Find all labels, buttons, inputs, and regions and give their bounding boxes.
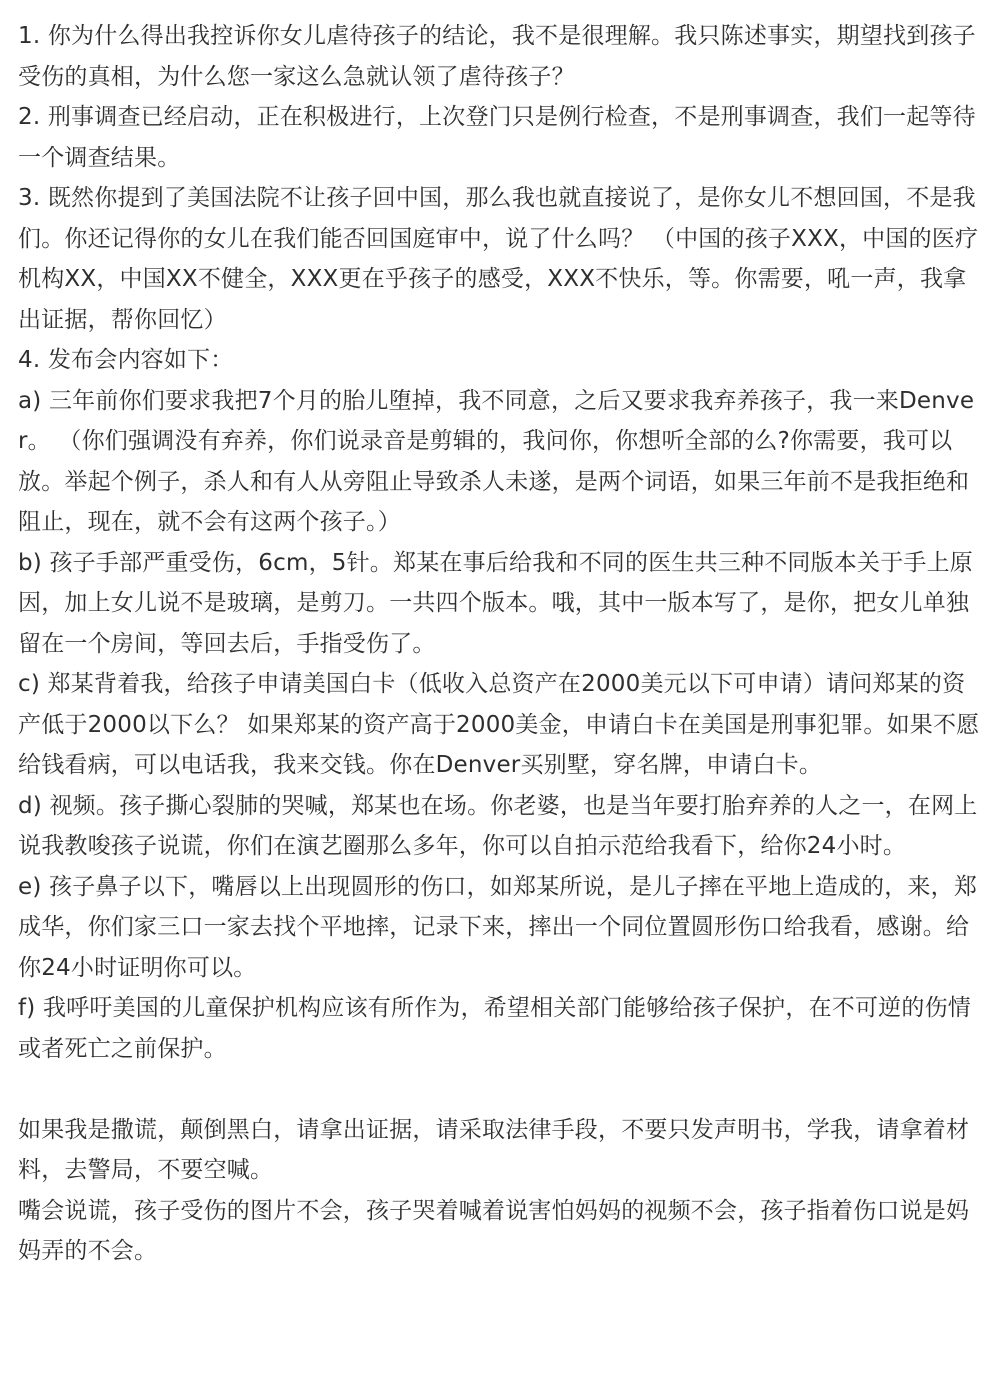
paragraph-spacer (18, 1069, 984, 1110)
paragraph-item-e: e) 孩子鼻子以下，嘴唇以上出现圆形的伤口，如郑某所说，是儿子摔在平地上造成的，来，郑成华，你们家三口一家去找个平地摔，记录下来，摔出一个同位置圆形伤口给我看，感谢。给你24小时证明你可以。 (18, 873, 978, 981)
paragraph-item-d: d) 视频。孩子撕心裂肺的哭喊，郑某也在场。你老婆，也是当年要打胎弃养的人之一，在网上说我教唆孩子说谎，你们在演艺圈那么多年，你可以自拍示范给我看下，给你24小时。 (18, 792, 978, 859)
paragraph-item-a: a) 三年前你们要求我把7个月的胎儿堕掉，我不同意，之后又要求我弃养孩子，我一来Denver。 （你们强调没有弃养，你们说录音是剪辑的，我问你，你想听全部的么?你需要，我可以放。举起个例子，杀人和有人从旁阻止导致杀人未遂，是两个词语，如果三年前不是我拒绝和阻止，现在，就不会有这两个孩子。） (18, 387, 975, 535)
paragraph-point-4-heading: 4. 发布会内容如下： (18, 347, 234, 373)
paragraph-closing-1: 如果我是撒谎，颠倒黑白，请拿出证据，请采取法律手段，不要只发声明书，学我，请拿着材料，去警局，不要空喊。 (18, 1116, 970, 1183)
paragraph-point-1: 1. 你为什么得出我控诉你女儿虐待孩子的结论，我不是很理解。我只陈述事实，期望找到孩子受伤的真相，为什么您一家这么急就认领了虐待孩子？ (18, 23, 976, 90)
paragraph-item-c: c) 郑某背着我，给孩子申请美国白卡（低收入总资产在2000美元以下可申请）请问郑某的资产低于2000以下么？ 如果郑某的资产高于2000美金，申请白卡在美国是刑事犯罪。如果不愿给钱看病，可以电话我，我来交钱。你在Denver买别墅，穿名牌，申请白卡。 (18, 671, 980, 778)
paragraph-item-b: b) 孩子手部严重受伤，6cm，5针。郑某在事后给我和不同的医生共三种不同版本关于手上原因，加上女儿说不是玻璃，是剪刀。一共四个版本。哦，其中一版本写了，是你，把女儿单独留在一个房间，等回去后，手指受伤了。 (18, 549, 974, 657)
paragraph-point-3: 3. 既然你提到了美国法院不让孩子回中国，那么我也就直接说了，是你女儿不想回国，不是我们。你还记得你的女儿在我们能否回国庭审中，说了什么吗？ （中国的孩子XXX，中国的医疗机构XX，中国XX不健全，XXX更在乎孩子的感受，XXX不快乐，等。你需要，吼一声，我拿出证据，帮你回忆） (18, 185, 979, 333)
paragraph-point-2: 2. 刑事调查已经启动，正在积极进行，上次登门只是例行检查，不是刑事调查，我们一起等待一个调查结果。 (18, 104, 976, 171)
paragraph-closing-2: 嘴会说谎，孩子受伤的图片不会，孩子哭着喊着说害怕妈妈的视频不会，孩子指着伤口说是妈妈弄的不会。 (18, 1197, 970, 1264)
paragraph-item-f: f) 我呼吁美国的儿童保护机构应该有所作为，希望相关部门能够给孩子保护，在不可逆的伤情或者死亡之前保护。 (18, 995, 971, 1062)
